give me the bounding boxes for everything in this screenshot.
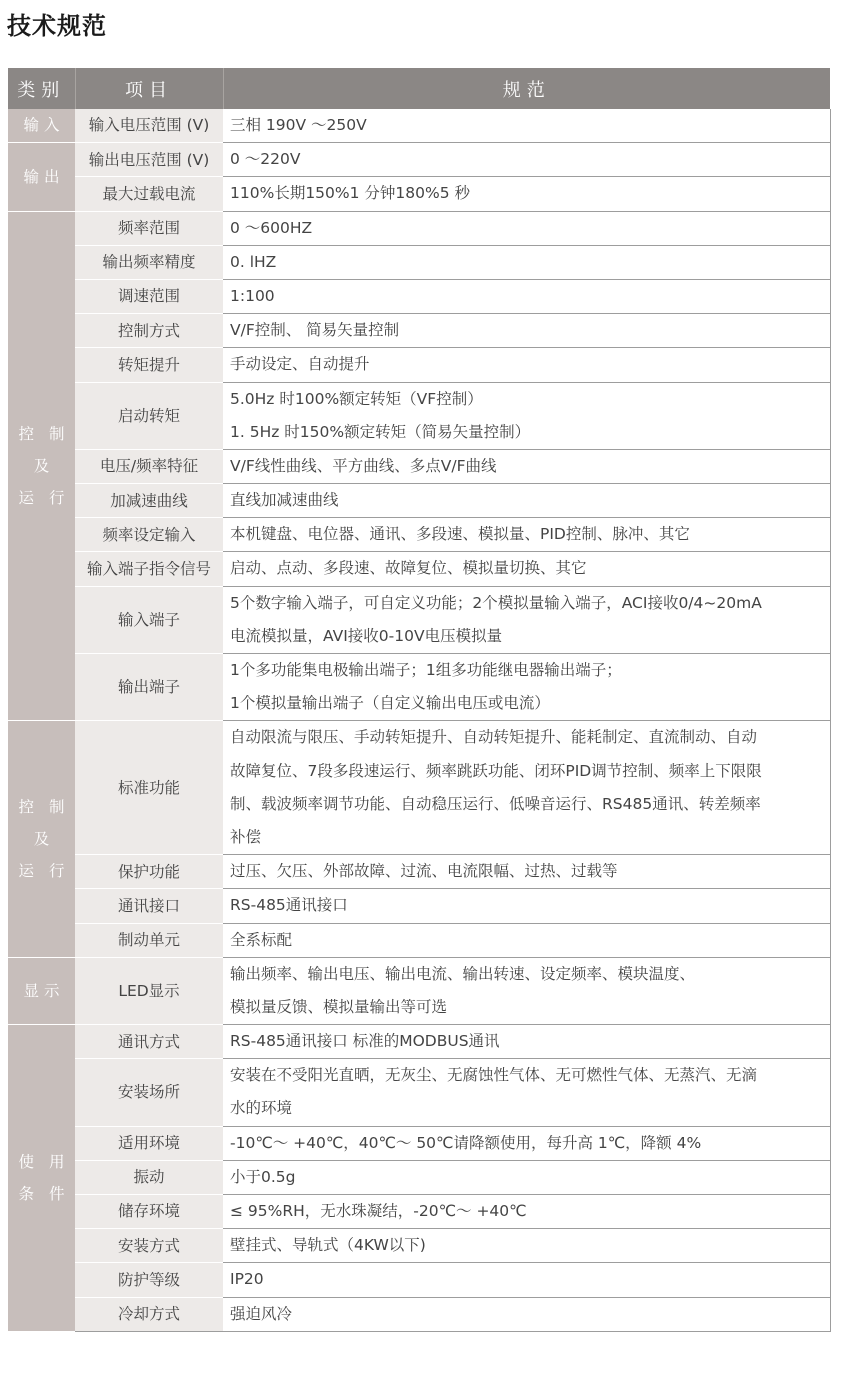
item-cell: 标准功能 [75, 721, 223, 855]
spec-cell [223, 654, 830, 721]
spec-cell [223, 1126, 830, 1160]
item-cell: 输入端子 [75, 586, 223, 653]
table-row [8, 1160, 830, 1194]
spec-cell [223, 177, 830, 211]
item-cell: 制动单元 [75, 923, 223, 957]
spec-line: 直线加减速曲线 [230, 491, 339, 510]
table-row [8, 449, 830, 483]
spec-cell [223, 1195, 830, 1229]
item-cell: 控制方式 [75, 314, 223, 348]
item-cell: 电压/频率特征 [75, 449, 223, 483]
category-label: 控 制 [18, 797, 70, 816]
item-cell: 最大过载电流 [75, 177, 223, 211]
item-cell: 启动转矩 [75, 382, 223, 449]
table-row [8, 855, 830, 889]
item-cell: 输出电压范围 (V) [75, 143, 223, 177]
spec-cell [223, 721, 830, 855]
spec-cell [223, 109, 830, 143]
spec-cell [223, 484, 830, 518]
spec-cell [223, 1059, 830, 1126]
spec-line: 安装在不受阳光直晒，无灰尘、无腐蚀性气体、无可燃性气体、无蒸汽、无滴 [230, 1066, 758, 1085]
category-cell [8, 1025, 75, 1332]
table-row [8, 1025, 830, 1059]
spec-cell [223, 518, 830, 552]
spec-cell [223, 1160, 830, 1194]
table-row [8, 721, 830, 855]
spec-line: 制、载波频率调节功能、自动稳压运行、低噪音运行、RS485通讯、转差频率 [230, 794, 761, 813]
spec-line: 过压、欠压、外部故障、过流、电流限幅、过热、过载等 [230, 862, 618, 881]
spec-cell [223, 279, 830, 313]
spec-line: 手动设定、自动提升 [230, 355, 370, 374]
spec-line: 1:100 [230, 286, 275, 305]
table-row [8, 177, 830, 211]
table-row [8, 586, 830, 653]
table-row [8, 484, 830, 518]
table-row [8, 1263, 830, 1297]
spec-line: 1个模拟量输出端子（自定义输出电压或电流） [230, 694, 550, 713]
item-cell: 频率设定输入 [75, 518, 223, 552]
spec-line: ≤ 95%RH，无水珠凝结，-20℃～ +40℃ [230, 1202, 527, 1220]
page-title: 技术规范 [7, 12, 107, 40]
table-row [8, 348, 830, 382]
table-row [8, 1059, 830, 1126]
category-label: 输入 [23, 116, 65, 135]
spec-cell [223, 348, 830, 382]
spec-line: 故障复位、7段多段速运行、频率跳跃功能、闭环PID调节控制、频率上下限限 [230, 761, 762, 780]
spec-cell [223, 314, 830, 348]
spec-line: 1. 5Hz 时150%额定转矩（简易矢量控制） [230, 422, 531, 441]
item-cell: 防护等级 [75, 1263, 223, 1297]
category-label: 运 行 [18, 862, 70, 881]
item-cell: 储存环境 [75, 1195, 223, 1229]
spec-line: 输出频率、输出电压、输出电流、输出转速、设定频率、模块温度、 [230, 964, 696, 983]
spec-cell [223, 957, 830, 1024]
spec-line: 启动、点动、多段速、故障复位、模拟量切换、其它 [230, 559, 587, 578]
spec-line: -10℃～ +40℃，40℃～ 50℃请降额使用，每升高 1℃，降额 4% [230, 1133, 702, 1152]
item-cell: 振动 [75, 1160, 223, 1194]
spec-line: V/F线性曲线、平方曲线、多点V/F曲线 [230, 456, 497, 475]
table-row [8, 654, 830, 721]
spec-table [8, 68, 831, 1332]
spec-line: IP20 [230, 1270, 264, 1289]
category-label: 使 用 [18, 1152, 70, 1171]
item-cell: 频率范围 [75, 211, 223, 245]
table-row [8, 382, 830, 449]
table-row [8, 889, 830, 923]
spec-cell [223, 923, 830, 957]
category-label: 及 [33, 456, 55, 475]
table-row [8, 314, 830, 348]
spec-line: 自动限流与限压、手动转矩提升、自动转矩提升、能耗制定、直流制动、自动 [230, 728, 758, 747]
spec-line: RS-485通讯接口 [230, 896, 348, 915]
spec-line: 水的环境 [230, 1099, 293, 1118]
item-cell: 输出频率精度 [75, 245, 223, 279]
spec-cell [223, 211, 830, 245]
item-cell: 输出端子 [75, 654, 223, 721]
category-label: 条 件 [18, 1184, 70, 1203]
table-row [8, 552, 830, 586]
spec-line: 0 ～220V [230, 150, 301, 169]
item-cell: 保护功能 [75, 855, 223, 889]
category-label: 输出 [23, 167, 65, 186]
item-cell: 转矩提升 [75, 348, 223, 382]
spec-cell [223, 1297, 830, 1331]
spec-line: RS-485通讯接口 标准的MODBUS通讯 [230, 1032, 500, 1051]
spec-line: 补偿 [230, 827, 262, 846]
item-cell: 冷却方式 [75, 1297, 223, 1331]
spec-cell [223, 1025, 830, 1059]
table-row [8, 1126, 830, 1160]
item-cell: 安装方式 [75, 1229, 223, 1263]
spec-line: 小于0.5g [230, 1167, 296, 1186]
spec-cell [223, 245, 830, 279]
category-cell [8, 211, 75, 721]
spec-cell [223, 382, 830, 449]
spec-cell [223, 449, 830, 483]
item-cell: 输入电压范围 (V) [75, 109, 223, 143]
spec-line: 0 ～600HZ [230, 218, 313, 237]
spec-line: 三相 190V ～250V [230, 116, 367, 134]
table-row [8, 923, 830, 957]
category-label: 显示 [23, 981, 65, 1000]
item-cell: 适用环境 [75, 1126, 223, 1160]
table-row [8, 245, 830, 279]
table-row [8, 518, 830, 552]
item-cell: 通讯方式 [75, 1025, 223, 1059]
table-row [8, 1297, 830, 1331]
item-cell: 通讯接口 [75, 889, 223, 923]
spec-line: 0. lHZ [230, 252, 277, 271]
item-cell: 安装场所 [75, 1059, 223, 1126]
header-row [8, 68, 830, 109]
category-label: 运 行 [18, 489, 70, 508]
header-category: 类别 [8, 68, 75, 109]
spec-line: V/F控制、 简易矢量控制 [230, 321, 400, 340]
category-label: 及 [33, 829, 55, 848]
table-row [8, 109, 830, 143]
spec-line: 5个数字输入端子，可自定义功能；2个模拟量输入端子，ACI接收0/4~20mA [230, 593, 762, 612]
category-cell [8, 143, 75, 211]
spec-line: 本机键盘、电位器、通讯、多段速、模拟量、PID控制、脉冲、其它 [230, 525, 690, 544]
spec-cell [223, 552, 830, 586]
spec-line: 壁挂式、导轨式（4KW以下) [230, 1236, 426, 1255]
item-cell: 调速范围 [75, 279, 223, 313]
header-item: 项目 [75, 68, 223, 109]
spec-cell [223, 1229, 830, 1263]
spec-line: 1个多功能集电极输出端子；1组多功能继电器输出端子； [230, 661, 622, 679]
item-cell: 加减速曲线 [75, 484, 223, 518]
category-label: 控 制 [18, 424, 70, 443]
spec-line: 5.0Hz 时100%额定转矩（VF控制） [230, 389, 483, 408]
spec-cell [223, 143, 830, 177]
table-row [8, 1195, 830, 1229]
table-row [8, 143, 830, 177]
table-row [8, 957, 830, 1024]
spec-line: 模拟量反馈、模拟量输出等可选 [230, 997, 448, 1016]
category-cell [8, 957, 75, 1024]
spec-cell [223, 586, 830, 653]
table-row [8, 279, 830, 313]
spec-cell [223, 855, 830, 889]
header-spec: 规范 [223, 68, 830, 109]
category-cell [8, 721, 75, 957]
spec-cell [223, 1263, 830, 1297]
spec-cell [223, 889, 830, 923]
spec-line: 强迫风冷 [230, 1304, 293, 1323]
table-row [8, 211, 830, 245]
spec-line: 全系标配 [230, 930, 293, 949]
item-cell: 输入端子指令信号 [75, 552, 223, 586]
spec-line: 110%长期150%1 分钟180%5 秒 [230, 184, 471, 203]
category-cell [8, 109, 75, 143]
spec-line: 电流模拟量，AVI接收0-10V电压模拟量 [230, 626, 503, 645]
table-row [8, 1229, 830, 1263]
item-cell: LED显示 [75, 957, 223, 1024]
